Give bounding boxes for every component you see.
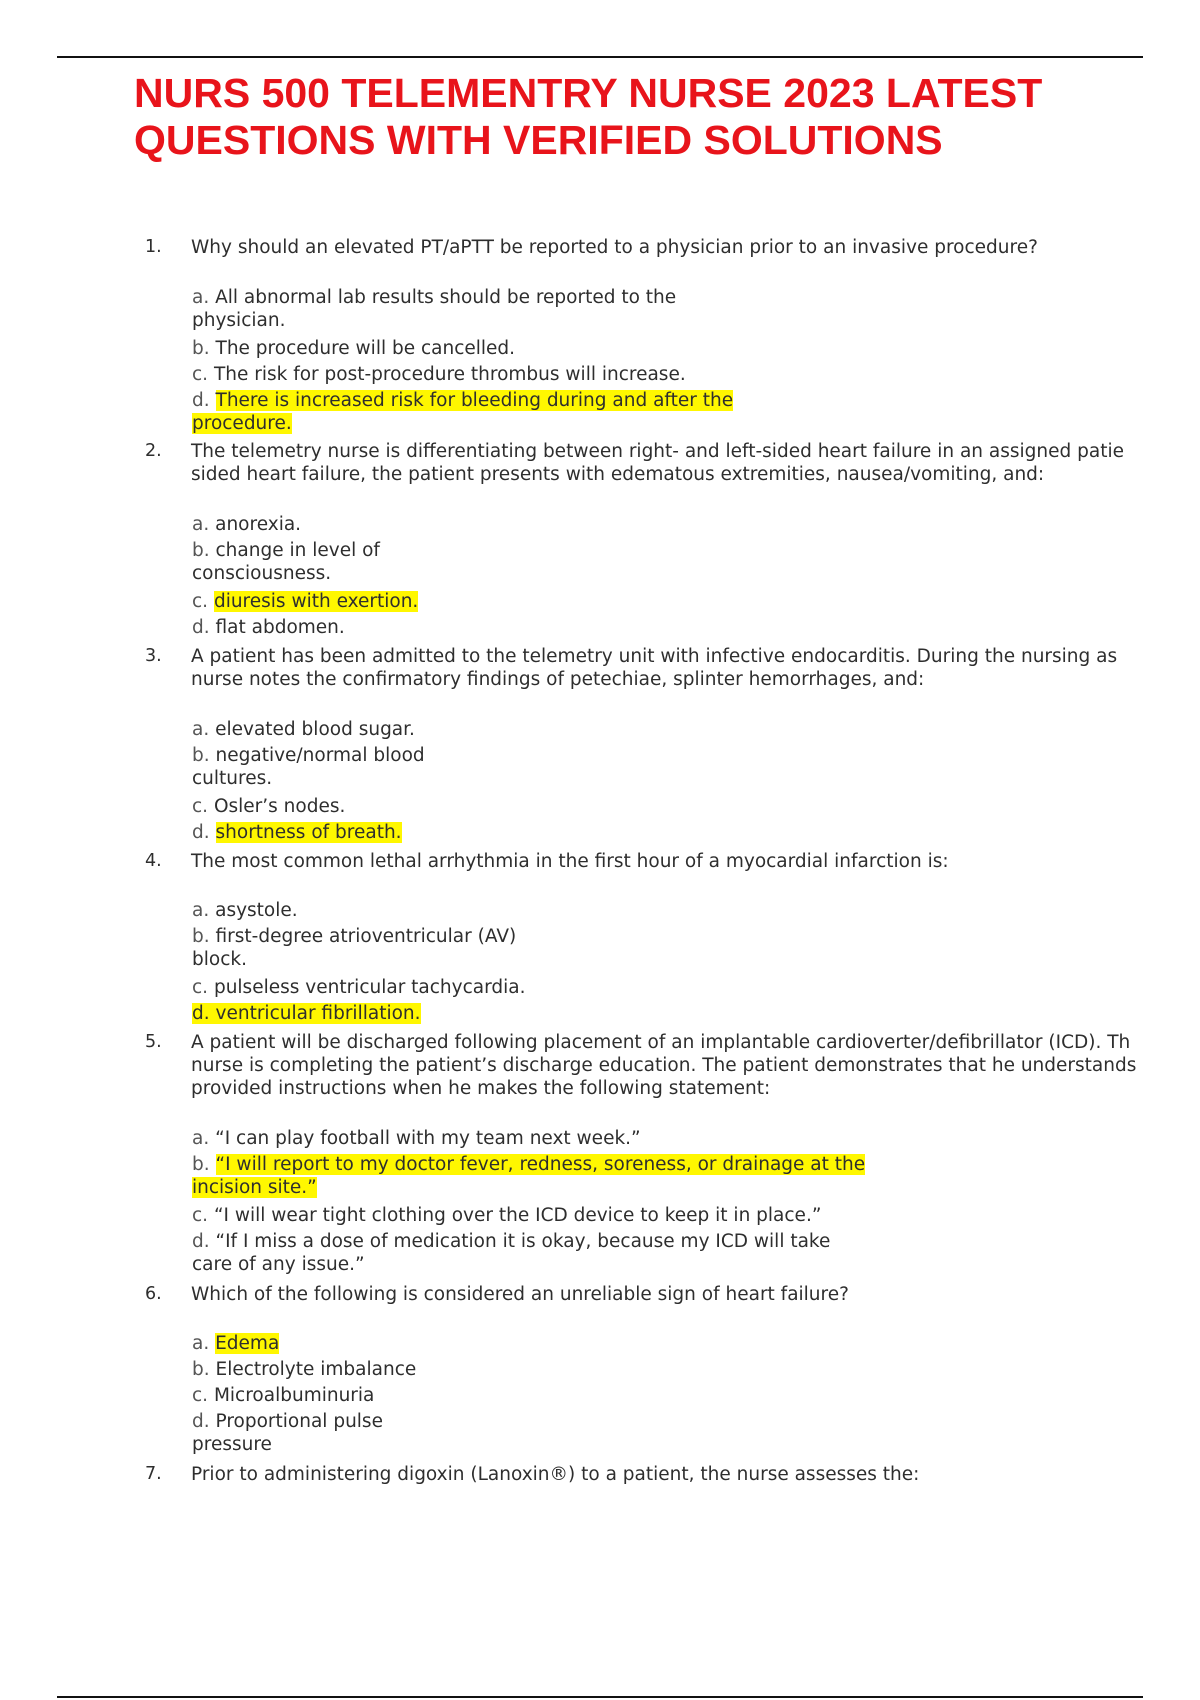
answer-option xyxy=(192,821,402,844)
question-text-line: The most common lethal arrhythmia in the first hour of a myocardial infarction is: xyxy=(191,851,949,872)
option-text: diuresis with exertion. xyxy=(213,591,419,612)
option-letter: d. xyxy=(192,390,210,411)
title-line-1: NURS 500 TELEMENTRY NURSE 2023 LATEST xyxy=(134,70,1043,116)
option-text: shortness of breath. xyxy=(215,822,402,843)
option-text: “I will wear tight clothing over the ICD device to keep it in place.” xyxy=(213,1205,822,1226)
question-text-line: A patient has been admitted to the telemetry unit with infective endocarditis. During the nursing as xyxy=(191,646,1118,667)
option-letter: a. xyxy=(192,900,210,921)
answer-option xyxy=(192,899,298,922)
option-letter: b. xyxy=(192,926,210,947)
option-text: There is increased risk for bleeding during and after the xyxy=(215,390,734,411)
answer-option xyxy=(192,389,733,435)
option-letter: a. xyxy=(192,1128,210,1149)
answer-option xyxy=(192,976,526,999)
option-text-continued: consciousness. xyxy=(192,563,332,584)
question-text xyxy=(191,1463,1200,1486)
answer-option xyxy=(192,539,380,585)
option-letter: d. xyxy=(192,1003,210,1024)
option-letter: c. xyxy=(192,796,209,817)
option-text-continued: physician. xyxy=(192,310,286,331)
question-number: 3. xyxy=(145,646,162,666)
option-text: asystole. xyxy=(215,900,298,921)
question-text-line: sided heart failure, the patient presents with edematous extremities, nausea/vomiting, and: xyxy=(191,464,1045,485)
option-text: All abnormal lab results should be reported to the xyxy=(215,287,677,308)
option-gap xyxy=(210,1154,216,1175)
option-letter: a. xyxy=(192,719,210,740)
option-text: “I will report to my doctor fever, redness, soreness, or drainage at the xyxy=(215,1154,866,1175)
answer-option xyxy=(192,1230,830,1276)
option-gap xyxy=(210,390,216,411)
option-text-continued: cultures. xyxy=(192,768,273,789)
option-letter: b. xyxy=(192,338,210,359)
option-gap xyxy=(210,1003,216,1024)
option-text: “If I miss a dose of medication it is okay, because my ICD will take xyxy=(215,1231,831,1252)
answer-option xyxy=(192,1410,383,1456)
answer-option xyxy=(192,925,516,971)
option-letter: d. xyxy=(192,617,210,638)
question-text-line: The telemetry nurse is differentiating between right- and left-sided heart failure in an assigned patie xyxy=(191,441,1124,462)
option-text: anorexia. xyxy=(215,514,302,535)
option-letter: d. xyxy=(192,1411,210,1432)
question-text-line: nurse is completing the patient’s discharge education. The patient demonstrates that he understands xyxy=(191,1055,1137,1076)
option-letter: a. xyxy=(192,1333,210,1354)
option-text: flat abdomen. xyxy=(215,617,345,638)
option-text: Electrolyte imbalance xyxy=(215,1359,417,1380)
answer-option xyxy=(192,744,425,790)
question-text-line: Which of the following is considered an unreliable sign of heart failure? xyxy=(191,1284,849,1305)
option-letter: b. xyxy=(192,1154,210,1175)
option-letter: d. xyxy=(192,1231,210,1252)
answer-option xyxy=(192,1127,641,1150)
option-text-continued: care of any issue.” xyxy=(192,1254,365,1275)
option-text-continued: block. xyxy=(192,949,247,970)
option-text: Microalbuminuria xyxy=(213,1385,375,1406)
option-letter: c. xyxy=(192,591,209,612)
question-text-line: A patient will be discharged following placement of an implantable cardioverter/defibrillator (ICD). Th xyxy=(191,1032,1131,1053)
option-text-continued: pressure xyxy=(192,1434,272,1455)
answer-option xyxy=(192,1384,374,1407)
question-number: 4. xyxy=(145,851,162,871)
question-number: 6. xyxy=(145,1284,162,1304)
option-letter: d. xyxy=(192,822,210,843)
option-text: pulseless ventricular tachycardia. xyxy=(213,977,526,998)
question-number: 2. xyxy=(145,441,162,461)
question-text-line: provided instructions when he makes the following statement: xyxy=(191,1078,771,1099)
option-letter: a. xyxy=(192,287,210,308)
question-text xyxy=(191,1031,1200,1100)
option-text: The risk for post-procedure thrombus will increase. xyxy=(213,364,686,385)
question-number: 5. xyxy=(145,1032,162,1052)
option-text: Edema xyxy=(215,1333,280,1354)
bottom-rule xyxy=(57,1696,1143,1698)
option-letter: c. xyxy=(192,1385,209,1406)
option-letter: c. xyxy=(192,1205,209,1226)
option-text: The procedure will be cancelled. xyxy=(215,338,516,359)
question-text xyxy=(191,236,1200,259)
answer-option xyxy=(192,286,676,332)
option-text-continued: incision site.” xyxy=(192,1177,317,1198)
title-line-2: QUESTIONS WITH VERIFIED SOLUTIONS xyxy=(134,117,943,163)
option-text: Osler’s nodes. xyxy=(213,796,346,817)
question-text xyxy=(191,850,1200,873)
answer-option xyxy=(192,590,418,613)
option-text: elevated blood sugar. xyxy=(215,719,415,740)
question-number: 7. xyxy=(145,1464,162,1484)
option-letter: b. xyxy=(192,540,210,561)
question-text-line: Prior to administering digoxin (Lanoxin®) to a patient, the nurse assesses the: xyxy=(191,1464,920,1485)
option-gap xyxy=(210,822,216,843)
option-text: Proportional pulse xyxy=(215,1411,383,1432)
option-letter: a. xyxy=(192,514,210,535)
answer-option xyxy=(192,1204,821,1227)
option-letter: c. xyxy=(192,977,209,998)
answer-option xyxy=(192,1358,416,1381)
question-text xyxy=(191,645,1200,691)
answer-option xyxy=(192,513,301,536)
option-text: first-degree atrioventricular (AV) xyxy=(215,926,517,947)
question-text-line: nurse notes the confirmatory findings of petechiae, splinter hemorrhages, and: xyxy=(191,669,925,690)
option-text: ventricular fibrillation. xyxy=(215,1003,421,1024)
answer-option xyxy=(192,1332,279,1355)
option-letter: b. xyxy=(192,745,210,766)
answer-option xyxy=(192,1002,421,1025)
option-text: “I can play football with my team next week.” xyxy=(215,1128,641,1149)
option-letter: b. xyxy=(192,1359,210,1380)
answer-option xyxy=(192,337,515,360)
question-text xyxy=(191,440,1200,486)
question-text-line: Why should an elevated PT/aPTT be reported to a physician prior to an invasive procedure? xyxy=(191,237,1038,258)
option-text: change in level of xyxy=(215,540,380,561)
answer-option xyxy=(192,616,345,639)
answer-option xyxy=(192,1153,865,1199)
option-letter: c. xyxy=(192,364,209,385)
answer-option xyxy=(192,363,686,386)
answer-option xyxy=(192,795,345,818)
answer-option xyxy=(192,718,415,741)
question-number: 1. xyxy=(145,237,162,257)
option-text-continued: procedure. xyxy=(192,413,292,434)
question-text xyxy=(191,1283,1200,1306)
option-text: negative/normal blood xyxy=(215,745,425,766)
